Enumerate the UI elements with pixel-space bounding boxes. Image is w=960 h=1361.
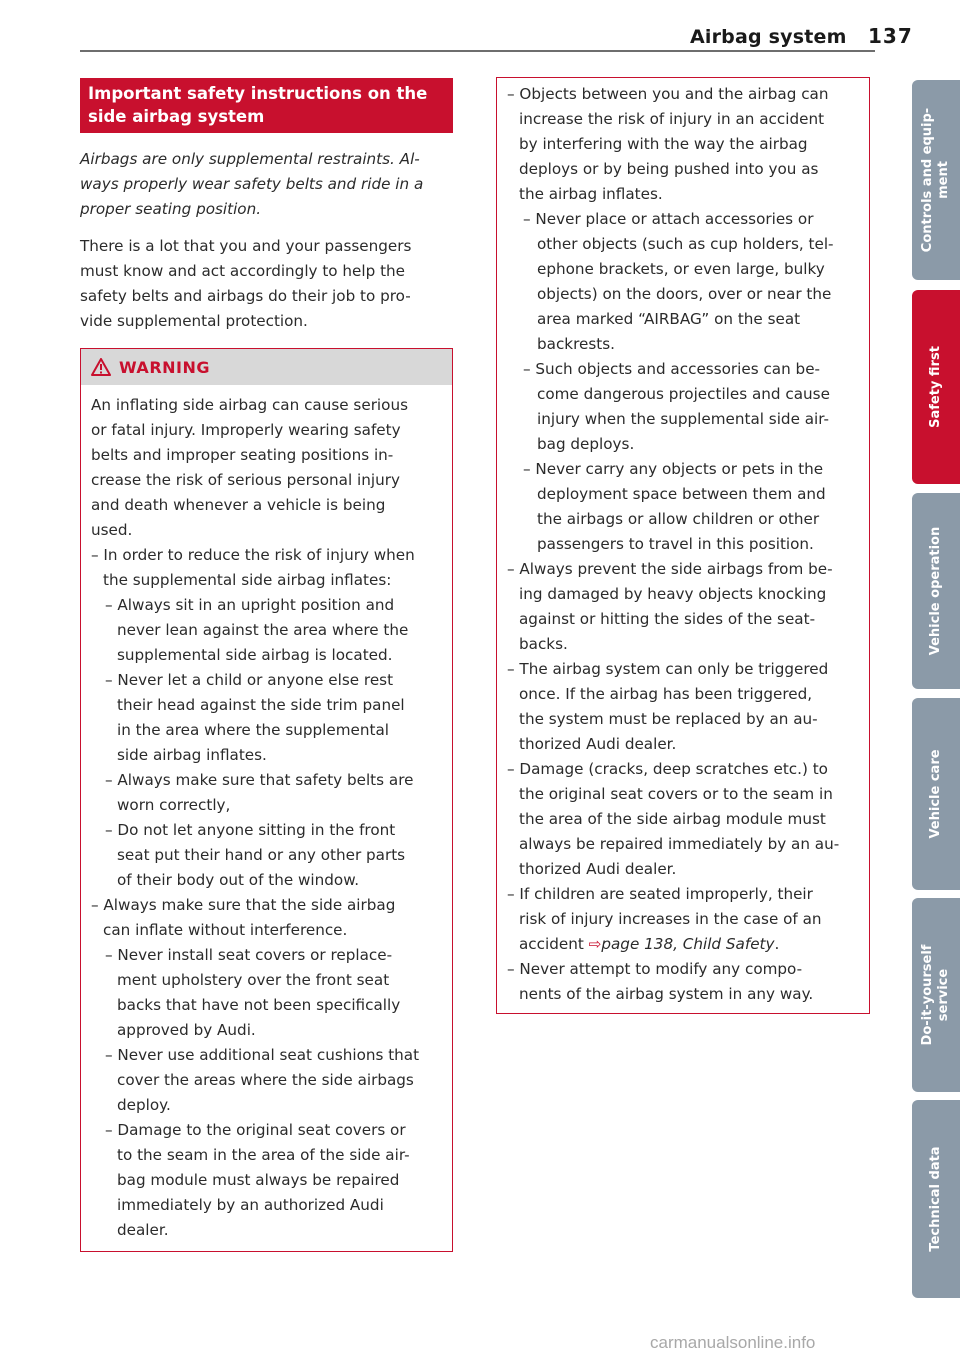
tab-label (920, 108, 952, 252)
warning-line: in the area where the supplemental (117, 721, 389, 739)
warning-subbullet-line: – Never install seat covers or replace- (105, 946, 393, 964)
tab-do-it-yourself-service[interactable] (912, 898, 960, 1092)
header-rule (80, 50, 875, 52)
warning-subbullet-line: – Never carry any objects or pets in the (523, 460, 824, 478)
tab-vehicle-operation[interactable] (912, 493, 960, 689)
warning-continuation-box (496, 77, 870, 1014)
warning-line: supplemental side airbag is located. (117, 646, 393, 664)
warning-triangle-icon (91, 358, 111, 376)
tab-vehicle-care[interactable] (912, 698, 960, 890)
warning-subbullet-line: – Do not let anyone sitting in the front (105, 821, 396, 839)
warning-line-text: accident (519, 935, 584, 953)
arrow-right-icon: ⇨ (588, 935, 602, 953)
intro-line: ways properly wear safety belts and ride in a (80, 175, 424, 193)
intro-line: proper seating position. (80, 200, 262, 218)
body-line: There is a lot that you and your passengers (80, 237, 412, 255)
warning-line: deploys or by being pushed into you as (519, 160, 819, 178)
tab-label-line: service (936, 968, 951, 1022)
warning-line: side airbag inflates. (117, 746, 267, 764)
intro-paragraph (80, 147, 453, 222)
warning-line: bag module must always be repaired (117, 1171, 400, 1189)
warning-bullet-line: – The airbag system can only be triggered (507, 660, 829, 678)
warning-line: the supplemental side airbag inflates: (103, 571, 392, 589)
warning-body (81, 385, 452, 1251)
warning-subbullet-line: – Always sit in an upright position and (105, 596, 395, 614)
warning-subbullet-line: – Always make sure that safety belts are (105, 771, 414, 789)
warning-line: once. If the airbag has been triggered, (519, 685, 813, 703)
warning-line: thorized Audi dealer. (519, 735, 677, 753)
warning-line: come dangerous projectiles and cause (537, 385, 830, 403)
intro-line: Airbags are only supplemental restraints. Al- (80, 150, 420, 168)
warning-label: WARNING (119, 357, 210, 377)
tab-label (928, 527, 944, 655)
body-line: vide supplemental protection. (80, 312, 308, 330)
warning-line: of their body out of the window. (117, 871, 360, 889)
warning-line: the original seat covers or to the seam in (519, 785, 833, 803)
warning-subbullet-line: – Never place or attach accessories or (523, 210, 814, 228)
warning-subbullet-line: – Damage to the original seat covers or (105, 1121, 406, 1139)
warning-line: by interfering with the way the airbag (519, 135, 808, 153)
warning-line: An inflating side airbag can cause serious (91, 396, 408, 414)
warning-line: thorized Audi dealer. (519, 860, 677, 878)
warning-line: and death whenever a vehicle is being (91, 496, 386, 514)
warning-line: deployment space between them and (537, 485, 826, 503)
warning-line: worn correctly, (117, 796, 231, 814)
warning-line: backs that have not been specifically (117, 996, 401, 1014)
warning-line: area marked “AIRBAG” on the seat (537, 310, 801, 328)
tab-controls-and-equipment[interactable] (912, 80, 960, 280)
tab-label (928, 346, 944, 428)
tab-label-line: Safety first (928, 346, 943, 428)
warning-line: their head against the side trim panel (117, 696, 405, 714)
section-title (80, 78, 453, 133)
warning-line: cover the areas where the side airbags (117, 1071, 414, 1089)
tab-label-line: Do-it-yourself (920, 944, 935, 1046)
warning-line: injury when the supplemental side air- (537, 410, 830, 428)
xref-period: . (774, 935, 780, 953)
section-title-line: side airbag system (88, 107, 265, 126)
warning-line: ing damaged by heavy objects knocking (519, 585, 827, 603)
warning-line: the airbag inflates. (519, 185, 663, 203)
warning-line: risk of injury increases in the case of an (519, 910, 822, 928)
warning-line: always be repaired immediately by an au- (519, 835, 840, 853)
warning-line: increase the risk of injury in an accident (519, 110, 825, 128)
warning-line: against or hitting the sides of the seat- (519, 610, 816, 628)
warning-line: deploy. (117, 1096, 171, 1114)
warning-line: never lean against the area where the (117, 621, 409, 639)
tab-safety-first[interactable] (912, 290, 960, 484)
warning-line: the airbags or allow children or other (537, 510, 820, 528)
warning-line: objects) on the doors, over or near the (537, 285, 832, 303)
warning-subbullet-line: – Never let a child or anyone else rest (105, 671, 394, 689)
section-title-line: Important safety instructions on the (88, 84, 428, 103)
warning-bullet-line: – Always prevent the side airbags from be- (507, 560, 833, 578)
warning-bullet-line: – Always make sure that the side airbag (91, 896, 396, 914)
body-line: safety belts and airbags do their job to pro- (80, 287, 411, 305)
warning-bullet-line: – Damage (cracks, deep scratches etc.) to (507, 760, 828, 778)
warning-subbullet-line: – Such objects and accessories can be- (523, 360, 821, 378)
warning-line: passengers to travel in this position. (537, 535, 814, 553)
tab-label-line: Vehicle care (928, 749, 943, 839)
warning-line: the area of the side airbag module must (519, 810, 826, 828)
watermark: carmanualsonline.info (650, 1333, 816, 1352)
warning-line: seat put their hand or any other parts (117, 846, 406, 864)
warning-line: used. (91, 521, 133, 539)
cross-reference-text: page 138, Child Safety (601, 935, 775, 953)
body-line: must know and act accordingly to help the (80, 262, 406, 280)
warning-line: other objects (such as cup holders, tel- (537, 235, 834, 253)
warning-line: can inflate without interference. (103, 921, 348, 939)
warning-line: dealer. (117, 1221, 169, 1239)
tab-label-line: Technical data (928, 1146, 943, 1252)
warning-line: crease the risk of serious personal injury (91, 471, 400, 489)
warning-line: the system must be replaced by an au- (519, 710, 818, 728)
tab-label-line: Controls and equip- (920, 107, 935, 253)
tab-label-line: Vehicle operation (928, 526, 943, 656)
warning-line: belts and improper seating positions in- (91, 446, 394, 464)
warning-bullet-line: – Objects between you and the airbag can (507, 85, 829, 103)
warning-line: approved by Audi. (117, 1021, 256, 1039)
tab-label-line: ment (936, 161, 951, 199)
warning-line: ephone brackets, or even large, bulky (537, 260, 825, 278)
running-header-section: Airbag system (690, 26, 847, 48)
tab-technical-data[interactable] (912, 1100, 960, 1298)
warning-line: backrests. (537, 335, 615, 353)
tab-label (928, 1146, 944, 1251)
page-number: 137 (868, 24, 913, 48)
warning-subbullet-line: – Never use additional seat cushions that (105, 1046, 420, 1064)
warning-bullet-line: – In order to reduce the risk of injury when (91, 546, 415, 564)
left-column (80, 78, 453, 1252)
warning-line: to the seam in the area of the side air- (117, 1146, 410, 1164)
warning-line: backs. (519, 635, 568, 653)
warning-line: bag deploys. (537, 435, 635, 453)
warning-line: immediately by an authorized Audi (117, 1196, 384, 1214)
warning-line: or fatal injury. Improperly wearing safety (91, 421, 401, 439)
warning-line-with-xref (507, 932, 859, 957)
warning-bullet-line: – If children are seated improperly, their (507, 885, 813, 903)
warning-line: ment upholstery over the front seat (117, 971, 390, 989)
warning-header (81, 349, 452, 385)
warning-bullet-line: – Never attempt to modify any compo- (507, 960, 803, 978)
body-paragraph (80, 234, 453, 334)
warning-box (80, 348, 453, 1252)
cross-reference-link[interactable] (589, 935, 780, 953)
tab-label (928, 749, 944, 838)
tab-label (920, 945, 952, 1046)
warning-line: nents of the airbag system in any way. (519, 985, 814, 1003)
